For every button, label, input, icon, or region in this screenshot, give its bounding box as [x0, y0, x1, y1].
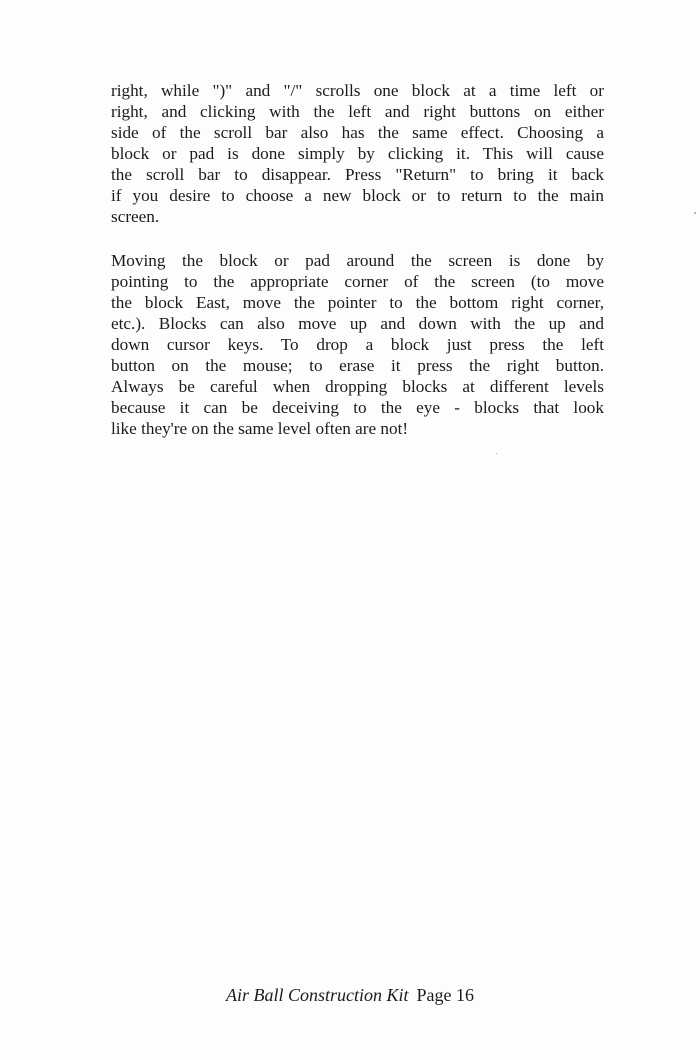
paragraph-line: the block East, move the pointer to the bottom right corner, [111, 293, 604, 312]
footer-page-number: Page 16 [416, 985, 474, 1005]
paragraph-line: like they're on the same level often are not! [111, 419, 409, 438]
paragraph-line: right, and clicking with the left and right buttons on either [111, 102, 604, 121]
paragraph-line: right, while ")" and "/" scrolls one block at a time left or [111, 81, 604, 100]
paragraph-line: down cursor keys. To drop a block just press the left [111, 335, 604, 354]
paragraph-line: button on the mouse; to erase it press the right button. [111, 356, 604, 375]
paragraph-line: etc.). Blocks can also move up and down with the up and [111, 314, 604, 333]
footer-title: Air Ball Construction Kit [225, 985, 409, 1005]
paper-speck [694, 212, 696, 214]
paragraph-line: pointing to the appropriate corner of the screen (to move [111, 272, 604, 291]
paragraph-line: screen. [111, 207, 160, 226]
paragraph-line: Moving the block or pad around the screen is done by [111, 251, 604, 270]
paragraph-line: the scroll bar to disappear. Press "Return" to bring it back [111, 165, 604, 184]
paragraph-moving-blocks [111, 250, 604, 439]
paragraph-line: side of the scroll bar also has the same effect. Choosing a [111, 123, 604, 142]
paragraph-line: if you desire to choose a new block or to return to the main [111, 186, 604, 205]
paragraph-scroll-selection [111, 80, 604, 227]
paragraph-line: block or pad is done simply by clicking it. This will cause [111, 144, 604, 163]
paragraph-line: Always be careful when dropping blocks at different levels [111, 377, 604, 396]
page-footer [0, 985, 700, 1006]
paragraph-line: because it can be deceiving to the eye - blocks that look [111, 398, 604, 417]
paper-speck [496, 453, 497, 454]
